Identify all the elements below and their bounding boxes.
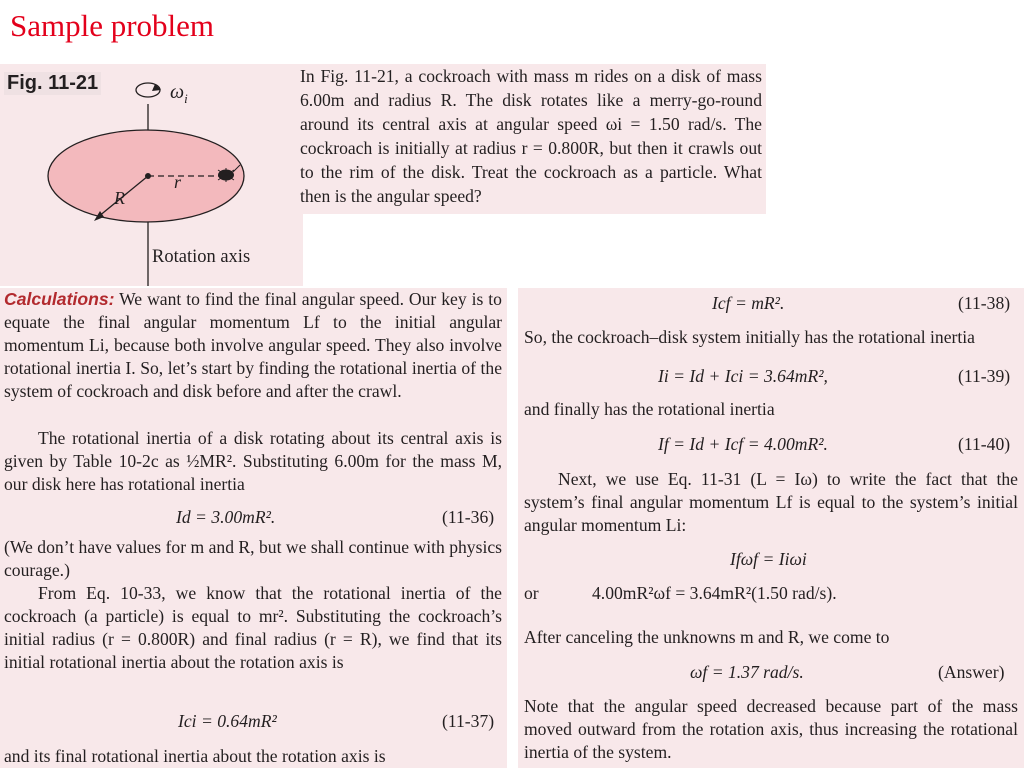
equation-number-11-39: (11-39) (958, 366, 1011, 386)
equation-number-11-38: (11-38) (958, 293, 1011, 313)
equation-number-11-36: (11-36) (442, 507, 495, 527)
paragraph-final-system-inertia: and finally has the rotational inertia (524, 399, 775, 419)
right-column (518, 288, 1024, 768)
equation-number-11-37: (11-37) (442, 711, 495, 731)
paragraph-physics-courage: (We don’t have values for m and R, but we shall continue with physics courage.) (4, 537, 502, 580)
figure-label: Fig. 11-21 (4, 72, 101, 95)
paragraph-initial-system-inertia: So, the cockroach–disk system initially has the rotational inertia (524, 327, 975, 347)
paragraph-angular-momentum: Next, we use Eq. 11-31 (L = Iω) to write the fact that the system’s final angular momentum Lf is equal to the system’s initial angular momentum Li: (524, 469, 1018, 535)
calculations-paragraph: Calculations: We want to find the final angular speed. Our key is to equate the final angular momentum Lf to the initial angular momentum Li, because both involve angular speed. They also involve rotational inertia I. So, let’s start by finding the rotational inertia of the system of cockroach and disk before and after the crawl. (4, 289, 502, 401)
disk-diagram (0, 64, 303, 286)
rotation-axis-label: Rotation axis (152, 247, 251, 267)
figure-panel (0, 64, 303, 286)
problem-text: In Fig. 11-21, a cockroach with mass m rides on a disk of mass 6.00m and radius R. The disk rotates like a merry-go-round around its central axis at angular speed ωi = 1.50 rad/s. The cockroach is initially at radius r = 0.800R, but then it crawls out to the rim of the disk. Treat the cockroach as a particle. What then is the angular speed? (300, 66, 762, 206)
equation-11-36: Id = 3.00mR². (176, 507, 276, 527)
paragraph-final-inertia: and its final rotational inertia about the rotation axis is (4, 746, 386, 766)
left-column (0, 288, 507, 768)
equation-11-40: If = Id + Icf = 4.00mR². (658, 434, 828, 454)
problem-panel (296, 64, 766, 214)
paragraph-disk-inertia: The rotational inertia of a disk rotating about its central axis is given by Table 10-2c as ½MR². Substituting 6.00m for the mass M, our disk here has rotational inertia (4, 428, 502, 494)
slide-title: Sample problem (10, 8, 215, 43)
rotation-arrow-icon (136, 83, 161, 97)
equation-11-37: Ici = 0.64mR² (178, 711, 277, 731)
omega-label: $\omega_i$ (170, 81, 188, 106)
equation-answer: ωf = 1.37 rad/s. (690, 662, 804, 682)
equation-11-39: Ii = Id + Ici = 3.64mR², (658, 366, 828, 386)
answer-label: (Answer) (938, 662, 1005, 682)
R-label: R (114, 188, 125, 208)
equation-substituted: 4.00mR²ωf = 3.64mR²(1.50 rad/s). (592, 583, 837, 603)
equation-number-11-40: (11-40) (958, 434, 1011, 454)
or-label: or (524, 583, 539, 603)
equation-11-38: Icf = mR². (712, 293, 785, 313)
calculations-label: Calculations: (4, 289, 115, 309)
paragraph-cockroach-inertia: From Eq. 10-33, we know that the rotational inertia of the cockroach (a particle) is equal to mr². Substituting the cockroach’s initial radius (r = 0.800R) and final radius (r = R), we find that its initial rotational inertia about the rotation axis is (4, 583, 502, 672)
r-label: r (174, 172, 182, 192)
paragraph-canceling: After canceling the unknowns m and R, we come to (524, 627, 890, 647)
paragraph-note: Note that the angular speed decreased because part of the mass moved outward from the rotation axis, thus increasing the rotational inertia of the system. (524, 696, 1018, 762)
equation-momentum-conservation: Ifωf = Iiωi (730, 549, 807, 569)
